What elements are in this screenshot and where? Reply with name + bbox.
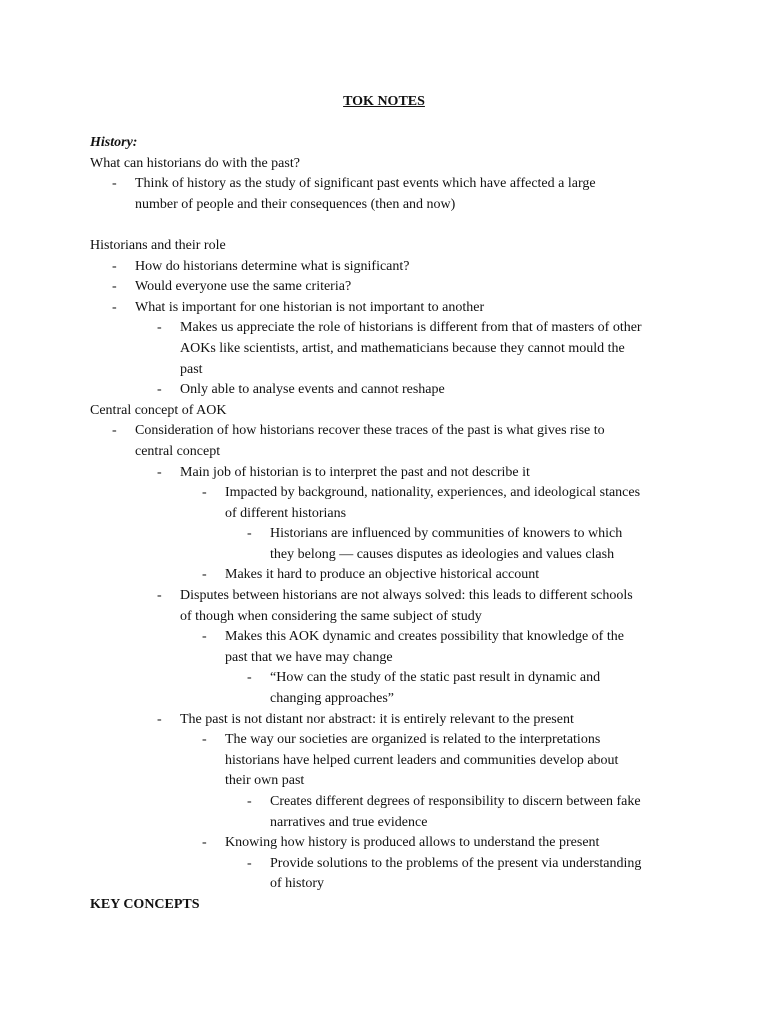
bullet-dash: - [112, 423, 117, 439]
text-line [0, 689, 768, 710]
line-text: Central concept of AOK [90, 402, 227, 418]
line-text: The way our societies are organized is related to the interpretations [225, 732, 601, 748]
line-text: Makes us appreciate the role of historians is different from that of masters of other [180, 320, 642, 336]
bullet-dash: - [112, 258, 117, 274]
bullet-dash: - [247, 670, 252, 686]
line-text: their own past [225, 773, 305, 789]
line-text: of though when considering the same subject of study [180, 608, 482, 624]
bullet-item [0, 421, 768, 442]
line-text: Impacted by background, nationality, experiences, and ideological stances [225, 485, 641, 501]
bullet-item [0, 277, 768, 298]
line-text: Creates different degrees of responsibility to discern between fake [270, 794, 641, 809]
line-text: Think of history as the study of significant past events which have affected a large [135, 176, 596, 192]
line-text: Knowing how history is produced allows to understand the present [225, 835, 600, 851]
line-text: Disputes between historians are not always solved: this leads to different schools [180, 588, 633, 604]
bullet-item [0, 627, 768, 648]
text-line [0, 236, 768, 257]
text-line [0, 442, 768, 463]
bullet-item [0, 565, 768, 586]
text-line [0, 195, 768, 216]
bullet-item [0, 730, 768, 751]
bullet-item [0, 833, 768, 854]
bullet-item [0, 463, 768, 484]
bullet-dash: - [157, 320, 162, 336]
line-text: of history [270, 876, 325, 892]
bullet-dash: - [247, 526, 252, 542]
text-line [0, 751, 768, 772]
bullet-dash: - [202, 567, 207, 583]
line-text: Historians are influenced by communities of knowers to which [270, 526, 623, 542]
line-text: Provide solutions to the problems of the present via understanding [270, 855, 642, 871]
bullet-item [0, 318, 768, 339]
text-line [0, 874, 768, 895]
text-line [0, 545, 768, 566]
text-line [0, 771, 768, 792]
text-line [0, 813, 768, 834]
bullet-dash: - [157, 588, 162, 604]
line-text: Would everyone use the same criteria? [135, 279, 352, 295]
bullet-dash: - [247, 794, 252, 809]
bullet-item [0, 668, 768, 689]
line-text: What is important for one historian is not important to another [135, 299, 485, 315]
text-line [0, 895, 768, 916]
bullet-item [0, 483, 768, 504]
bullet-item [0, 174, 768, 195]
line-text: number of people and their consequences (then and now) [135, 196, 456, 212]
bullet-dash: - [202, 835, 207, 851]
line-text: past [180, 361, 203, 377]
bullet-dash: - [202, 732, 207, 748]
line-text: Consideration of how historians recover these traces of the past is what gives rise to [135, 423, 605, 439]
text-line [0, 133, 768, 154]
text-line [0, 607, 768, 628]
line-text: What can historians do with the past? [90, 155, 300, 171]
line-text: Only able to analyse events and cannot reshape [180, 382, 445, 398]
bullet-dash: - [247, 855, 252, 871]
bullet-item [0, 586, 768, 607]
text-line [0, 339, 768, 360]
line-text: The past is not distant nor abstract: it is entirely relevant to the present [180, 711, 574, 727]
blank-line [0, 215, 768, 236]
text-line [0, 401, 768, 422]
line-text: central concept [135, 443, 221, 459]
bullet-dash: - [202, 485, 207, 501]
bullet-dash: - [112, 279, 117, 295]
section-heading: History: [90, 135, 138, 150]
bullet-dash: - [157, 711, 162, 727]
bullet-dash: - [202, 629, 207, 645]
bullet-dash: - [112, 176, 117, 192]
line-text: changing approaches” [270, 691, 394, 707]
line-text: Makes this AOK dynamic and creates possibility that knowledge of the [225, 629, 624, 645]
bullet-item [0, 524, 768, 545]
document-body [0, 133, 768, 916]
bullet-item [0, 298, 768, 319]
bullet-item [0, 854, 768, 875]
line-text: narratives and true evidence [270, 814, 428, 830]
line-text: historians have helped current leaders and communities develop about [225, 752, 619, 768]
text-line [0, 648, 768, 669]
line-text: past that we have may change [225, 649, 393, 665]
text-line [0, 504, 768, 525]
bullet-item [0, 792, 768, 813]
bullet-item [0, 710, 768, 731]
text-line [0, 154, 768, 175]
bullet-dash: - [157, 382, 162, 398]
line-text: Main job of historian is to interpret the past and not describe it [180, 464, 530, 480]
line-text: AOKs like scientists, artist, and mathematicians because they cannot mould the [180, 340, 625, 356]
line-text: How do historians determine what is significant? [135, 258, 410, 274]
bullet-dash: - [157, 464, 162, 480]
bullet-item [0, 380, 768, 401]
line-text: of different historians [225, 505, 347, 521]
line-text: “How can the study of the static past result in dynamic and [270, 670, 601, 686]
bullet-dash: - [112, 299, 117, 315]
line-text: Historians and their role [90, 237, 226, 253]
bullet-item [0, 257, 768, 278]
line-text: they belong — causes disputes as ideologies and values clash [270, 546, 615, 562]
section-heading: KEY CONCEPTS [90, 896, 200, 912]
text-line [0, 360, 768, 381]
document-title: TOK NOTES [343, 94, 425, 109]
line-text: Makes it hard to produce an objective historical account [225, 567, 540, 583]
